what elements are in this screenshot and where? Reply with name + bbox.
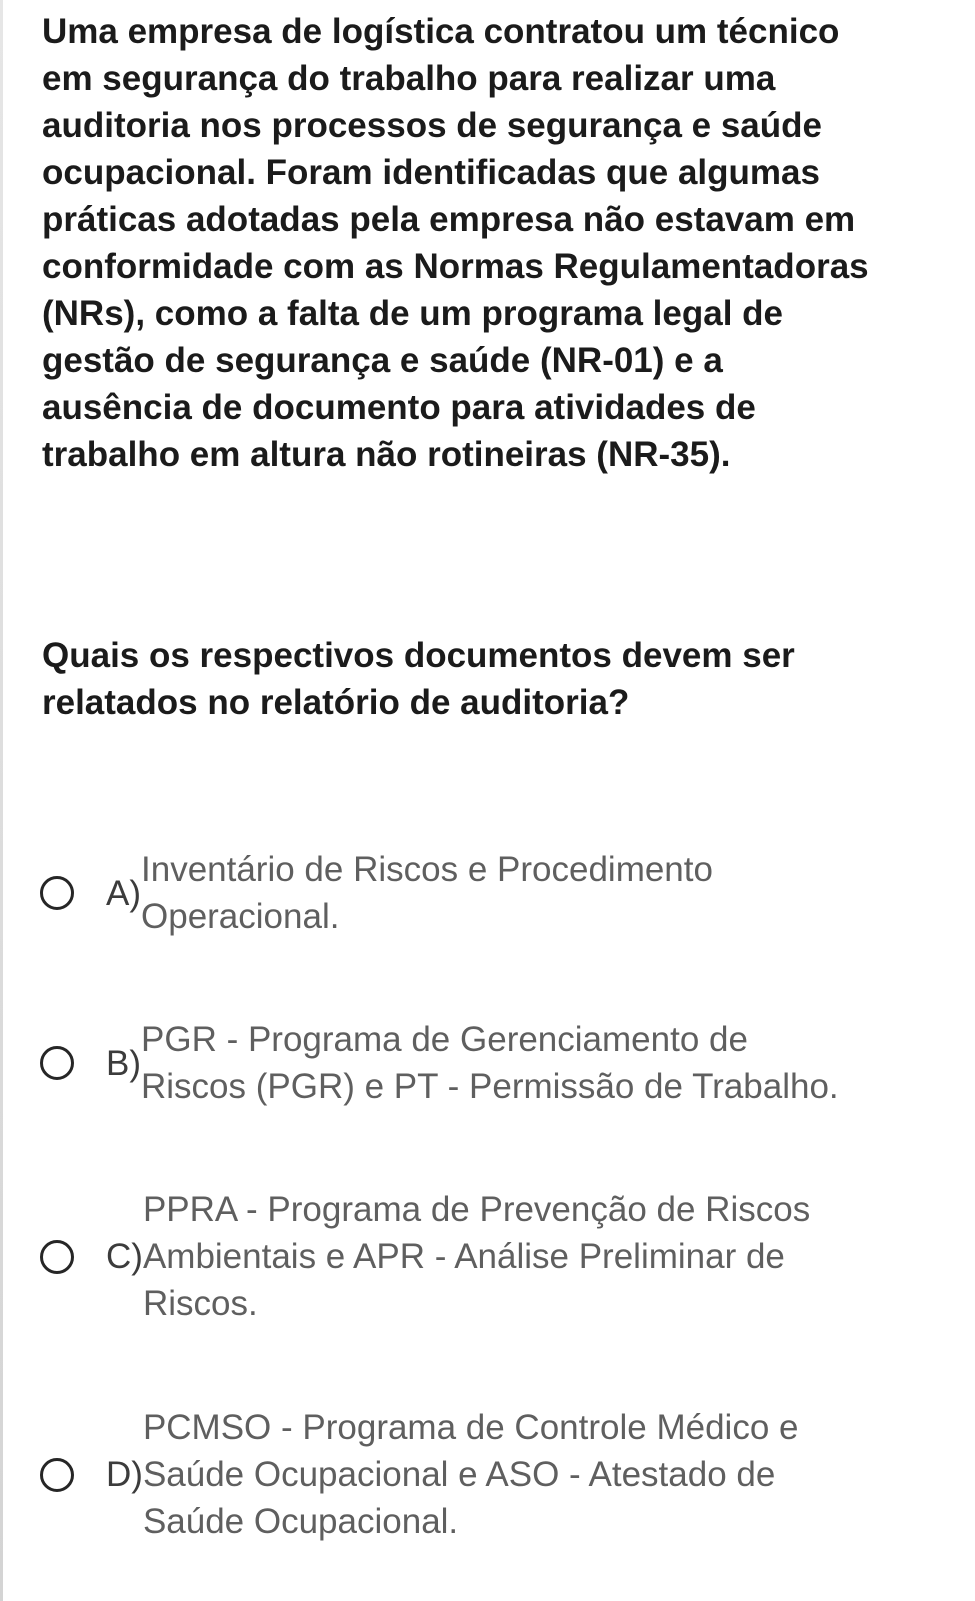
option-b-letter: B): [106, 1043, 141, 1083]
option-d-text: PCMSO - Programa de Controle Médico e Saúde Ocupacional e ASO - Atestado de Saúde Ocupacional.: [142, 1408, 799, 1541]
radio-button-option-a[interactable]: [40, 876, 74, 910]
option-d[interactable]: [40, 1404, 960, 1545]
question-prompt: Quais os respectivos documentos devem ser relatados no relatório de auditoria?: [42, 636, 795, 722]
option-a[interactable]: [40, 846, 960, 940]
option-a-text: Inventário de Riscos e Procedimento Operacional.: [141, 850, 713, 936]
option-c-text: PPRA - Programa de Prevenção de Riscos Ambientais e APR - Análise Preliminar de Riscos.: [142, 1190, 811, 1323]
option-a-letter: A): [106, 873, 141, 913]
option-b-text: PGR - Programa de Gerenciamento de Riscos (PGR) e PT - Permissão de Trabalho.: [141, 1020, 839, 1106]
option-c[interactable]: [40, 1186, 960, 1327]
radio-button-option-b[interactable]: [40, 1046, 74, 1080]
option-d-letter: D): [106, 1455, 143, 1494]
radio-button-option-c[interactable]: [40, 1240, 74, 1274]
question-statement: Uma empresa de logística contratou um técnico em segurança do trabalho para realizar uma auditoria nos processos de segurança e saúde ocupacional. Foram identificadas que algumas práticas adotadas pela empresa não estavam em conformidade com as Normas Regulamentadoras (NRs), como a falta de um programa legal de gestão de segurança e saúde (NR-01) e a ausência de documento para atividades de trabalho em altura não rotineiras (NR-35).: [42, 12, 869, 474]
option-c-letter: C): [106, 1237, 143, 1276]
option-b[interactable]: [40, 1016, 960, 1110]
left-edge-divider: [0, 0, 3, 1601]
radio-button-option-d[interactable]: [40, 1458, 74, 1492]
